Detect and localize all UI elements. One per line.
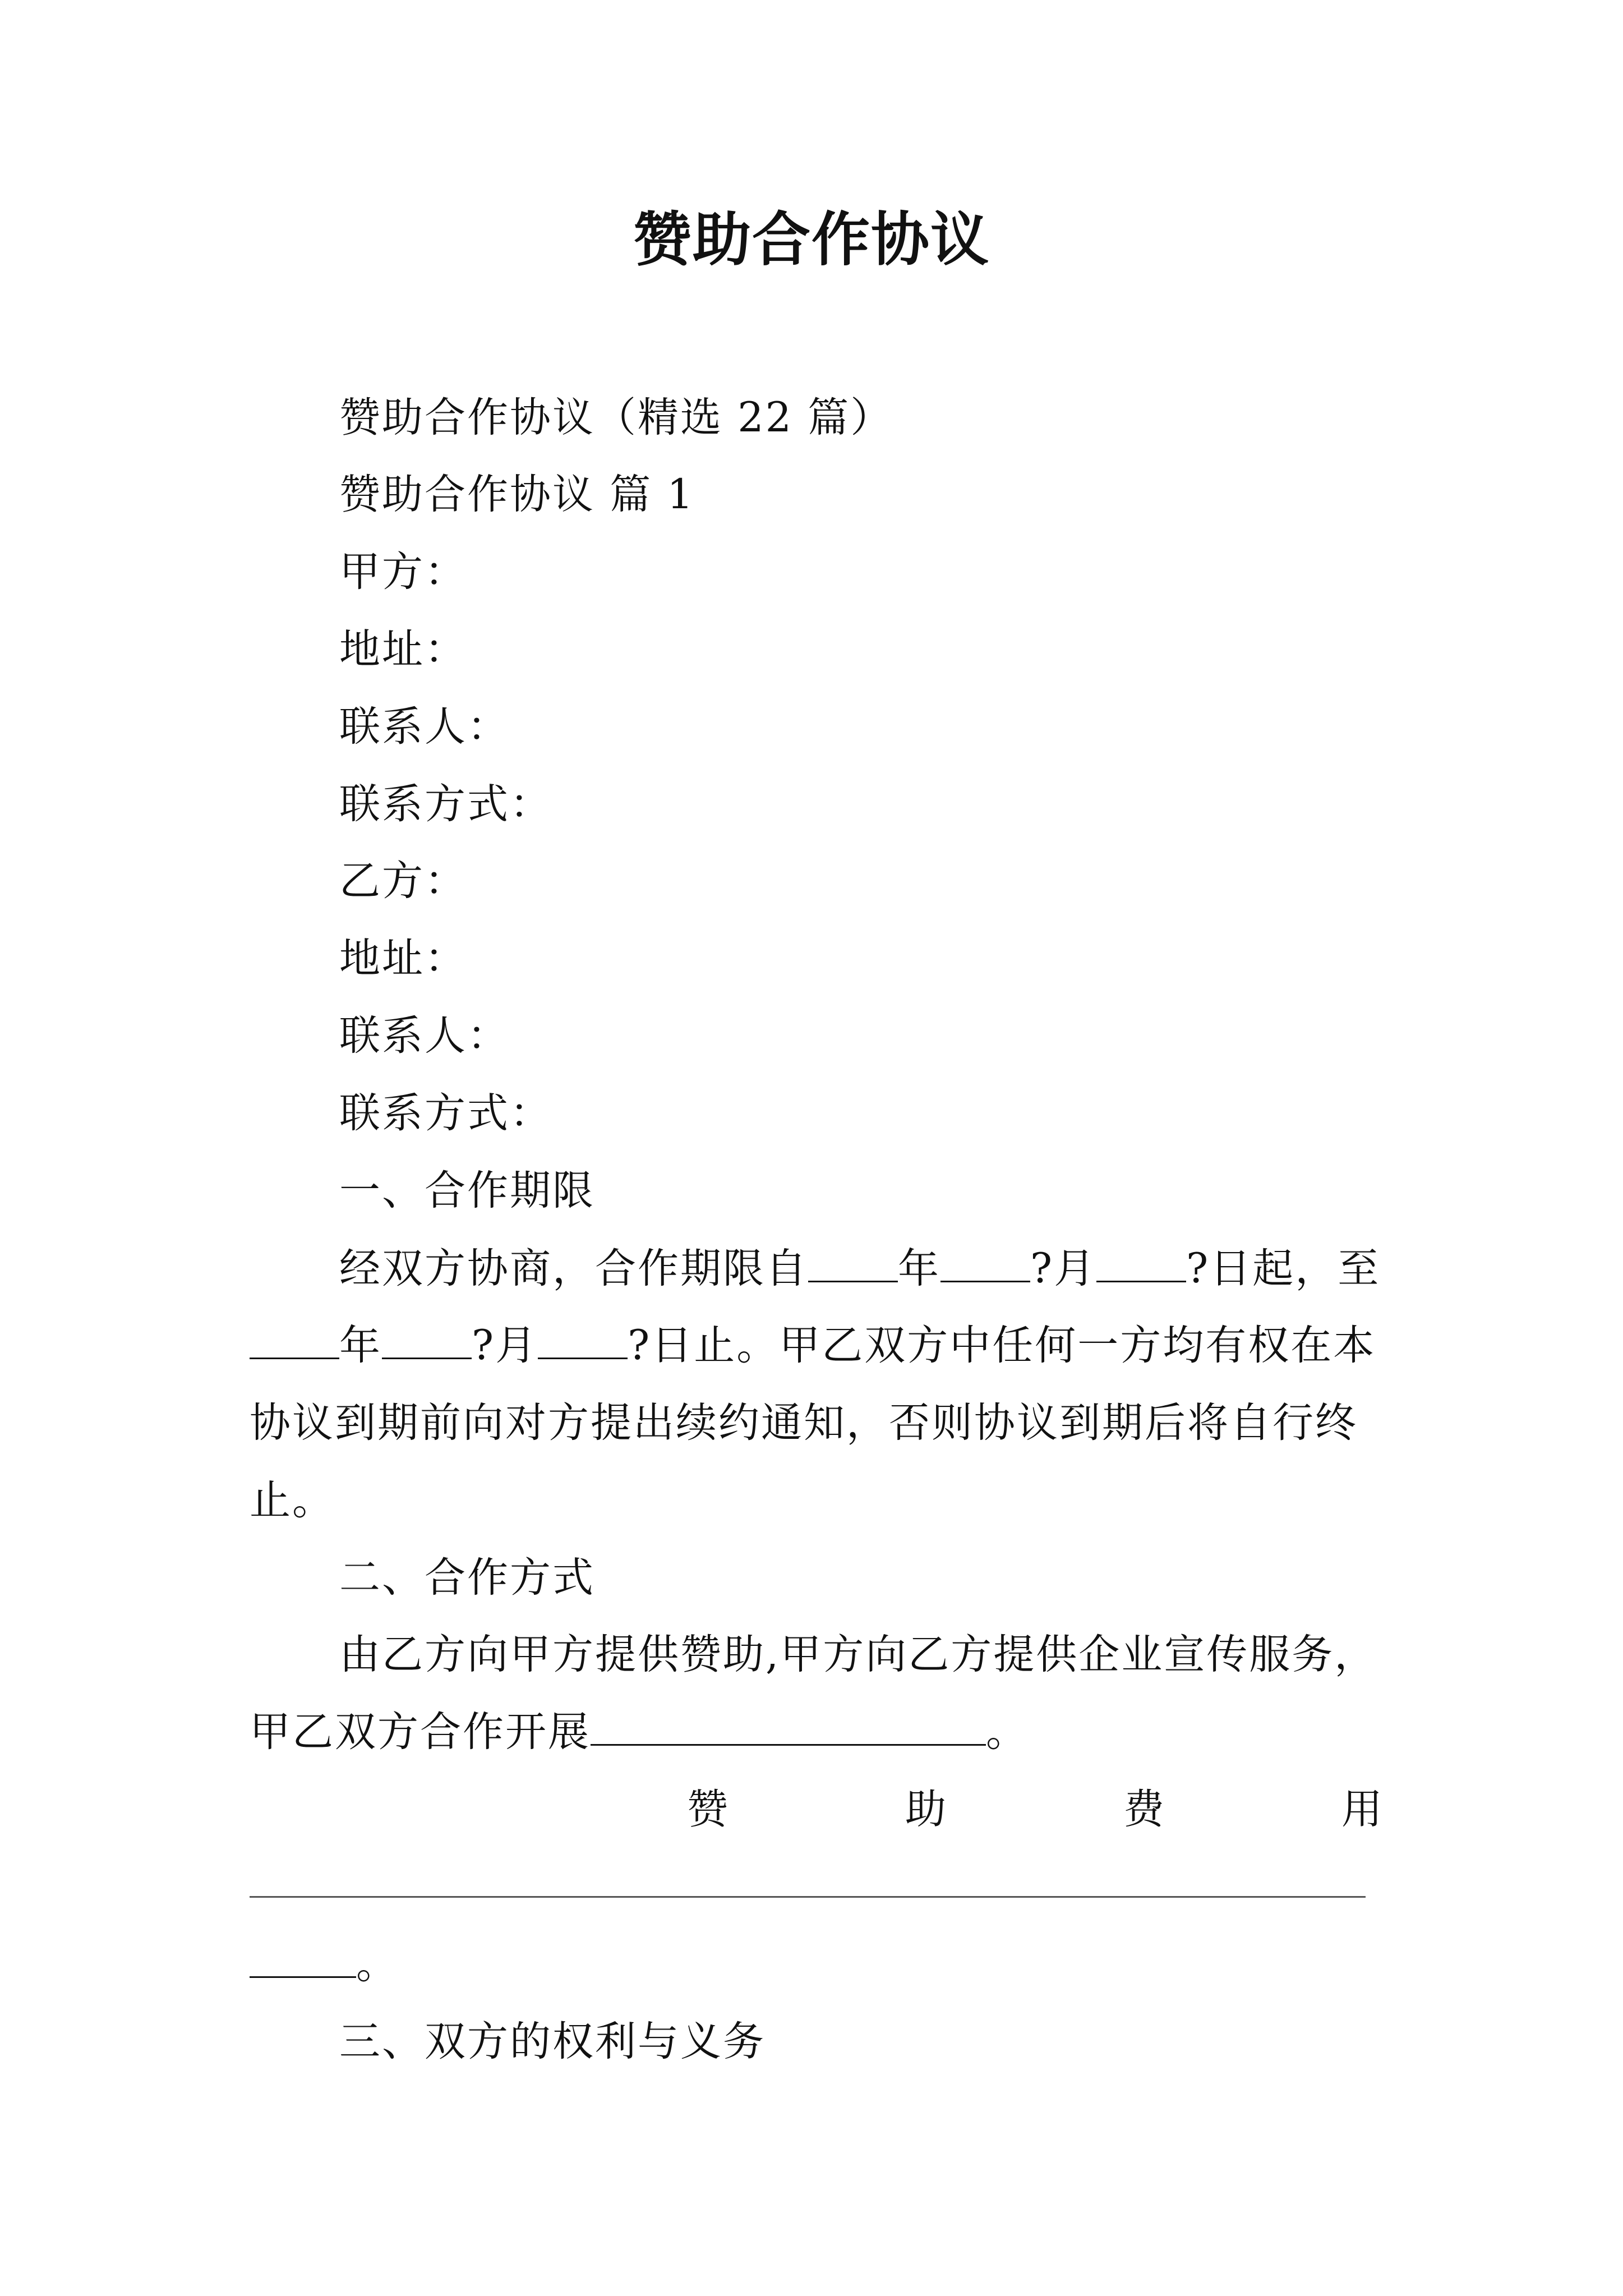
fee-blank-end: [250, 1936, 399, 1993]
month-label: ?月: [1030, 1245, 1097, 1292]
party-a-label: 甲方：: [339, 548, 467, 596]
fee-char: 助: [905, 1786, 946, 1833]
cooperation-text: 甲乙双方合作开展: [250, 1708, 591, 1756]
party-a-contact-method-label: 联系方式：: [339, 780, 552, 828]
cooperation-line-1: 由乙方向甲方提供赞助,甲方向乙方提供企业宣传服务，: [339, 1631, 1377, 1678]
day-blank: [1096, 1244, 1186, 1282]
year-label: 年: [898, 1245, 940, 1292]
fee-char: 用: [1341, 1786, 1382, 1833]
year-blank: [808, 1244, 898, 1282]
document-title: 赞助合作协议: [633, 205, 990, 274]
party-b-contact-method-label: 联系方式：: [339, 1089, 552, 1137]
month-blank: [940, 1244, 1030, 1282]
party-b-label: 乙方：: [339, 857, 467, 905]
fee-period: 。: [356, 1940, 399, 1988]
fee-char: 费: [1123, 1786, 1164, 1833]
party-b-contact-label: 联系人：: [339, 1012, 510, 1060]
cooperation-period: 。: [986, 1708, 1029, 1756]
party-b-address-label: 地址：: [339, 935, 467, 982]
sponsorship-fee-label: [687, 1782, 1382, 1838]
cooperation-blank: [591, 1707, 986, 1746]
party-a-contact-label: 联系人：: [339, 703, 510, 751]
period-paragraph-line-2: [250, 1318, 1376, 1374]
day-label-start: ?日起，至: [1186, 1245, 1381, 1292]
period-paragraph-line-4: 止。: [250, 1476, 335, 1524]
fee-blank-line: [250, 1896, 1366, 1898]
period-text-start: 经双方协商，合作期限自: [339, 1245, 808, 1292]
section-2-heading: 二、合作方式: [339, 1554, 595, 1602]
cooperation-line-2: [250, 1704, 1029, 1760]
period-paragraph-line-1: [339, 1241, 1380, 1297]
subtitle-line: 赞助合作协议（精选 22 篇）: [339, 394, 893, 441]
section-1-heading: 一、合作期限: [339, 1167, 595, 1214]
period-paragraph-line-3: 协议到期前向对方提出续约通知，否则协议到期后将自行终: [250, 1399, 1358, 1447]
end-month-label: ?月: [472, 1322, 538, 1369]
section-3-heading: 三、双方的权利与义务: [339, 2018, 766, 2065]
end-month-blank: [382, 1320, 472, 1359]
end-day-blank: [538, 1320, 628, 1359]
period-text-end: ?日止。甲乙双方中任何一方均有权在本: [628, 1322, 1376, 1369]
article-heading: 赞助合作协议 篇 1: [339, 471, 695, 518]
end-year-label: 年: [339, 1322, 382, 1369]
fee-char: 赞: [687, 1786, 728, 1833]
party-a-address-label: 地址：: [339, 625, 467, 673]
end-year-blank: [250, 1320, 339, 1359]
fee-short-blank: [250, 1939, 356, 1978]
